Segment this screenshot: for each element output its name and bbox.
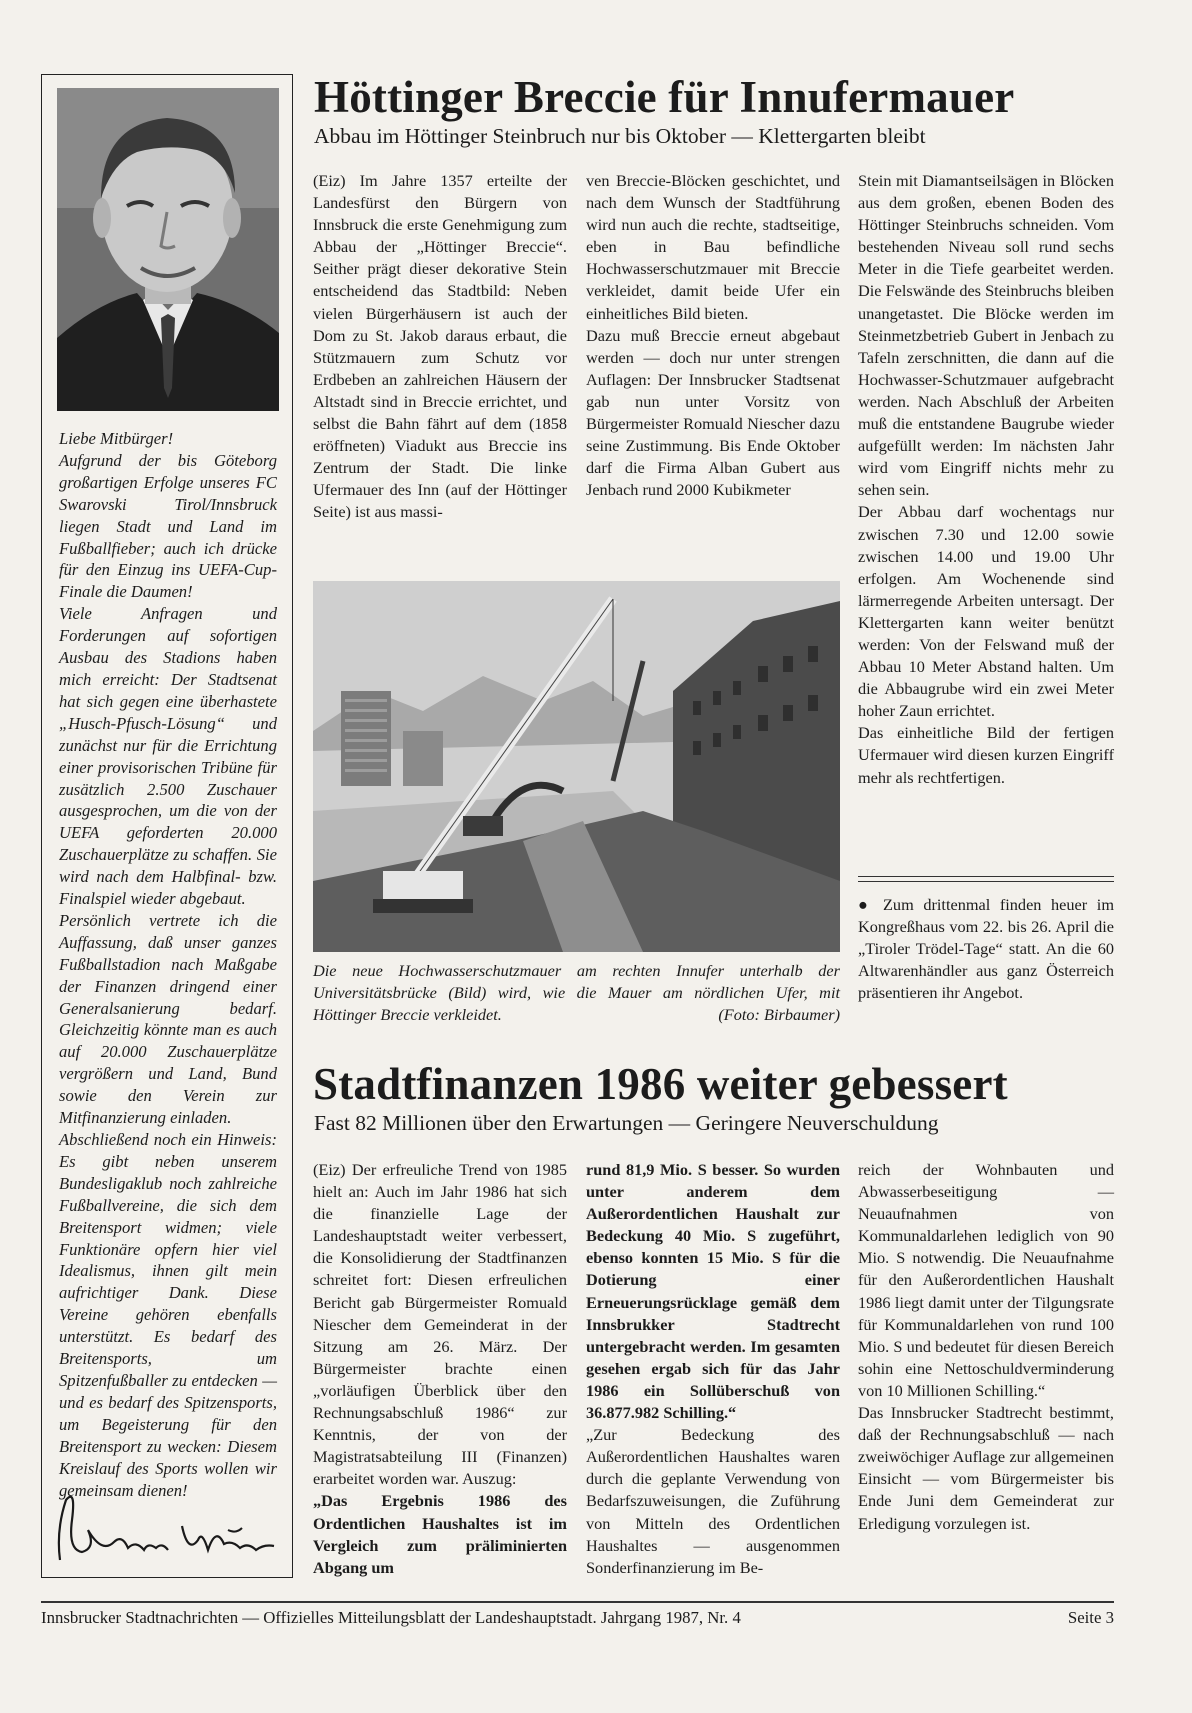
article1-text: Das einheitliche Bild der fertigen Ufermauer wird diesen kurzen Eingriff mehr als rechtfertigen. bbox=[858, 723, 1114, 787]
article2-column-3 bbox=[858, 1159, 1114, 1535]
letter-paragraph: Abschließend noch ein Hinweis: Es gibt neben unserem Bundesligaklub noch zahlreiche Fußballvereine, die sich dem Breitensport widmen; viele Funktionäre opfern hier viel Idealismus, ihnen gilt mein aufrichtiger Dank. Diese Vereine gehören ebenfalls unterstützt. Es bedarf des Breitensports, um Spitzenfußballer zu entdecken — und es bedarf des Spitzensports, um Begeisterung für den Breitensport zu wecken: Diesem Kreislauf des Sports wollen wir gemeinsam dienen! bbox=[59, 1130, 277, 1500]
article2-column-1 bbox=[313, 1159, 567, 1579]
notice-text: Zum drittenmal finden heuer im Kongreßhaus vom 22. bis 26. April die „Tiroler Trödel-Tage“ statt. An die 60 Altwarenhändler aus ganz Österreich präsentieren ihr Angebot. bbox=[858, 895, 1114, 1003]
article1-text: Der Abbau darf wochentags nur zwischen 7.30 und 12.00 sowie zwischen 14.00 und 19.00 Uhr erfolgen. Am Wochenende sind lärmerregende Arbeiten untersagt. Der Klettergarten kann weiter benützt werden: Von der Felswand muß der Abbau 10 Meter Abstand halten. Um die Abbaugrube wird ein zwei Meter hoher Zaun errichtet. bbox=[858, 502, 1114, 721]
article2-text-bold: „Das Ergebnis 1986 des Ordentlichen Haushaltes ist im Vergleich zum präliminierten Abgang um bbox=[313, 1491, 567, 1577]
article2-text: reich der Wohnbauten und Abwasserbeseitigung — Neuaufnahmen von Kommunaldarlehen lediglich von 90 Mio. S notwendig. Die Neuaufnahme für den Außerordentlichen Haushalt 1986 liegt damit unter der Tilgungsrate für Kommunaldarlehen von rund 100 Mio. S und bedeutet für diesen Bereich sohin eine Nettoschuldverminderung von 10 Millionen Schilling.“ bbox=[858, 1160, 1114, 1400]
footer-rule bbox=[41, 1601, 1114, 1603]
letter-salutation: Liebe Mitbürger! bbox=[59, 429, 174, 448]
mayor-signature bbox=[52, 1490, 280, 1570]
notice-rule-bottom bbox=[858, 881, 1114, 882]
article2-headline: Stadtfinanzen 1986 weiter gebessert bbox=[313, 1059, 1008, 1109]
article2-column-2 bbox=[586, 1159, 840, 1579]
riverbank-construction-photo bbox=[313, 581, 840, 952]
notice-box bbox=[858, 894, 1114, 1004]
letter-paragraph: Viele Anfragen und Forderungen auf sofortigen Ausbau des Stadions haben mich erreicht: Der Stadtsenat hat sich gegen eine überhastete „Husch-Pfusch-Lösung“ und zunächst nur für die Errichtung einer provisorischen Tribüne für zusätzlich 2.500 Zuschauer ausgesprochen, um die von der UEFA geforderten 20.000 Zuschauerplätze zu schaffen. Sie wird nach dem Halbfinal- bzw. Finalspiel wieder abgebaut. bbox=[59, 604, 277, 909]
article1-column-1 bbox=[313, 170, 567, 524]
mayor-letter-text bbox=[59, 428, 277, 1501]
article1-text: Dazu muß Breccie erneut abgebaut werden — doch nur unter strengen Auflagen: Der Innsbrucker Stadtsenat gab nun unter Vorsitz von Bürgermeister Romuald Niescher dazu seine Zustimmung. Bis Ende Oktober darf die Firma Alban Gubert aus Jenbach rund 2000 Kubikmeter bbox=[586, 325, 840, 500]
article2-text: „Zur Bedeckung des Außerordentlichen Haushaltes waren durch die geplante Verwendung von Bedarfszuweisungen, die Zuführung von Mitteln des Ordentlichen Haushaltes — ausgenommen Sonderfinanzierung im Be- bbox=[586, 1425, 840, 1577]
photo-credit: (Foto: Birbaumer) bbox=[718, 1005, 840, 1024]
article1-text: (Eiz) Im Jahre 1357 erteilte der Landesfürst den Bürgern von Innsbruck die erste Genehmigung zum Abbau der „Höttinger Breccie“. Seither prägt dieser dekorative Stein entscheidend das Stadtbild: Neben vielen Bürgerhäusern ist auch der Dom zu St. Jakob daraus erbaut, die Stützmauern zum Schutz vor Erdbeben an zahlreichen Häusern der Altstadt sind in Breccie errichtet, und selbst die Bahn fährt auf dem (1858 eröffneten) Viadukt aus Breccie ins Zentrum der Stadt. Die linke Ufermauer des Inn (auf der Höttinger Seite) ist aus massi- bbox=[313, 171, 567, 522]
article2-subheadline: Fast 82 Millionen über den Erwartungen — Geringere Neuverschuldung bbox=[314, 1111, 939, 1135]
page-number: Seite 3 bbox=[1067, 1608, 1114, 1627]
bullet-icon: ● bbox=[858, 895, 874, 914]
article2-text: Das Innsbrucker Stadtrecht bestimmt, daß der Rechnungsabschluß — nach zweiwöchiger Auflage zur allgemeinen Einsicht — vom Bürgermeister bis Ende Juni dem Gemeinderat zur Erledigung vorzulegen ist. bbox=[858, 1403, 1114, 1533]
photo-caption bbox=[313, 960, 840, 1026]
caption-text: Die neue Hochwasserschutzmauer am rechten Innufer unterhalb der Universitätsbrücke (Bild) wird, wie die Mauer am nördlichen Ufer, mit Höttinger Breccie verkleidet. bbox=[313, 961, 840, 1024]
publication-info: Innsbrucker Stadtnachrichten — Offizielles Mitteilungsblatt der Landeshauptstadt. Jahrgang 1987, Nr. 4 bbox=[41, 1608, 741, 1627]
article2-text-bold: rund 81,9 Mio. S besser. So wurden unter anderem dem Außerordentlichen Haushalt zur Bedeckung 40 Mio. S zugeführt, ebenso konnten 15 Mio. S für die Dotierung einer Erneuerungsrücklage gemäß dem Innsbrukker Stadtrecht untergebracht werden. Im gesamten gesehen ergab sich für das Jahr 1986 ein Sollüberschuß von 36.877.982 Schilling.“ bbox=[586, 1160, 840, 1423]
article1-subheadline: Abbau im Höttinger Steinbruch nur bis Oktober — Klettergarten bleibt bbox=[314, 124, 926, 148]
letter-paragraph: Persönlich vertrete ich die Auffassung, daß unser ganzes Fußballstadion nach Maßgabe der Finanzen dringend einer Generalsanierung bedarf. Gleichzeitig könnte man es auch auf 20.000 Zuschauerplätze vergrößern und Land, Bund sowie den Verein zur Mitfinanzierung einladen. bbox=[59, 910, 277, 1128]
page-footer bbox=[41, 1608, 1114, 1628]
letter-paragraph: Aufgrund der bis Göteborg großartigen Erfolge unseres FC Swarovski Tirol/Innsbruck liegen Stadt und Land im Fußballfieber; auch ich drücke für den Einzug ins UEFA-Cup-Finale die Daumen! bbox=[59, 450, 277, 602]
article2-text: (Eiz) Der erfreuliche Trend von 1985 hielt an: Auch im Jahr 1986 hat sich die finanzielle Lage der Landeshauptstadt weiter verbessert, die Konsolidierung der Stadtfinanzen schreitet fort: Diesen erfreulichen Bericht gab Bürgermeister Romuald Niescher dem Gemeinderat in der Sitzung am 26. März. Der Bürgermeister brachte einen „vorläufigen Überblick über den Rechnungsabschluß 1986“ zur Kenntnis, der von der Magistratsabteilung III (Finanzen) erarbeitet worden war. Auszug: bbox=[313, 1160, 567, 1489]
article1-headline: Höttinger Breccie für Innufermauer bbox=[314, 72, 1015, 122]
article1-column-2 bbox=[586, 170, 840, 501]
article1-text: ven Breccie-Blöcken geschichtet, und nach dem Wunsch der Stadtführung wird nun auch die rechte, stadtseitige, eben in Bau befindliche Hochwasserschutzmauer mit Breccie verkleidet, damit beide Ufer ein einheitliches Bild bieten. bbox=[586, 171, 840, 323]
article1-text: Stein mit Diamantseilsägen in Blöcken aus dem großen, ebenen Boden des Höttinger Steinbruchs schneiden. Vom bestehenden Niveau soll rund sechs Meter in die Tiefe gearbeitet werden. Die Felswände des Steinbruchs bleiben unangetastet. Die Blöcke werden im Steinmetzbetrieb Gubert in Jenbach zu Tafeln zerschnitten, die dann auf die Hochwasser-Schutzmauer aufgebracht werden. Nach Abschluß der Arbeiten muß die entstandene Baugrube wieder aufgefüllt werden: Im nächsten Jahr wird vom Eingriff nichts mehr zu sehen sein. bbox=[858, 171, 1114, 500]
article1-column-3 bbox=[858, 170, 1114, 789]
notice-rule-top bbox=[858, 876, 1114, 877]
mayor-portrait-photo bbox=[57, 88, 279, 411]
